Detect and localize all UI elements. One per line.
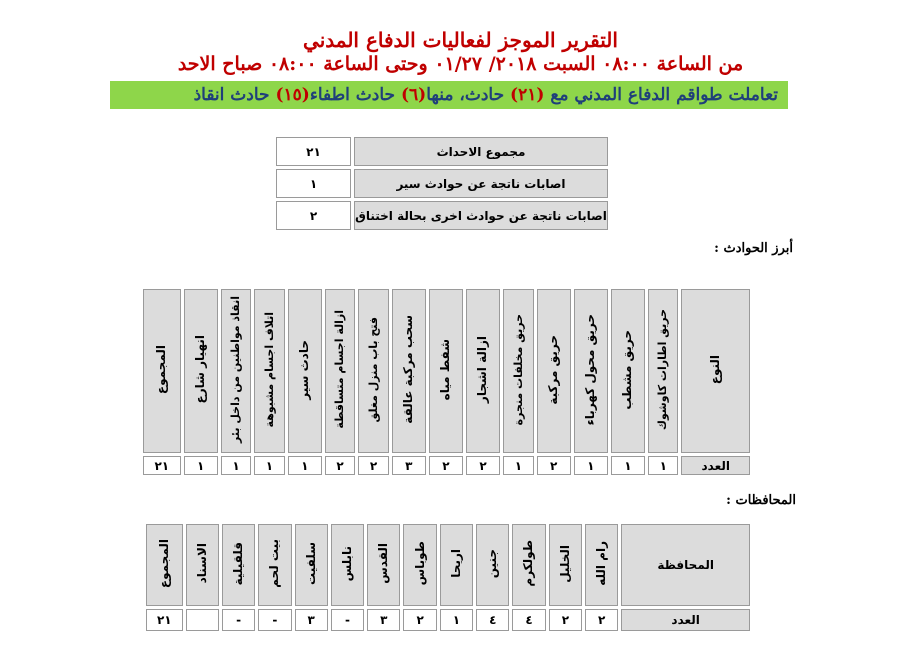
table-row [276,201,608,230]
gov-column-header: المجموع [146,524,183,606]
event-column-header: شفط مياه [429,289,463,453]
gov-count-cell: ٤ [476,609,509,631]
event-count-cell: ٢ [358,456,388,475]
governorate-header: المحافظة [621,524,750,606]
summary-label: اصابات ناتجة عن حوادث سير [354,169,608,198]
rescue-count: (١٥) [275,85,310,105]
gov-column-header: جنين [476,524,509,606]
event-count-cell: ١ [611,456,645,475]
report-title: التقرير الموجز لفعاليات الدفاع المدني [303,28,618,52]
event-column-header: اتلاف اجسام مشبوهة [254,289,284,453]
summary-bar [110,81,788,109]
event-column-header: حريق مخلفات منجرة [503,289,533,453]
event-column-header: حريق مشطب [611,289,645,453]
event-column-header: فتح باب منزل مغلق [358,289,388,453]
table-row [146,609,750,631]
gov-count-cell: - [258,609,291,631]
event-count-cell: ١ [254,456,284,475]
gov-column-header: سلفيت [295,524,328,606]
events-section-label: أبرز الحوادث : [714,241,793,256]
table-row [276,137,608,166]
governorates-table [143,521,753,634]
event-column-header: حريق مركبة [537,289,571,453]
summary-label: اصابات ناتجة عن حوادث اخرى بحالة اختناق [354,201,608,230]
event-column-header: انهيار شارع [184,289,218,453]
gov-column-header: اريحا [440,524,473,606]
gov-column-header: رام الله [585,524,618,606]
event-count-cell: ١ [288,456,322,475]
report-period: من الساعة ٠٨:٠٠ السبت ٢٠١٨/ ٠١/٢٧ وحتى الساعة ٠٨:٠٠ صباح الاحد [177,53,744,75]
gov-column-header: طوباس [403,524,436,606]
event-column-header: حريق اطارات كاوشوك [648,289,678,453]
event-column-header: حريق محول كهرباء [574,289,608,453]
table-row [276,169,608,198]
event-count-cell: ١ [574,456,608,475]
event-count-cell: ١ [184,456,218,475]
gov-count-cell: - [331,609,364,631]
gov-count-cell [186,609,219,631]
event-column-header: سحب مركبة عالقة [392,289,426,453]
type-header: النوع [681,289,750,453]
gov-count-cell: ٣ [367,609,400,631]
gov-count-cell: ٢ [403,609,436,631]
event-count-cell: ١ [503,456,533,475]
summary-value: ٢ [276,201,351,230]
gov-column-header: قلقيلية [222,524,255,606]
gov-count-cell: ٣ [295,609,328,631]
gov-column-header: الاسناد [186,524,219,606]
gov-count-cell: ٢ [585,609,618,631]
summary-text: حادث انقاذ [193,85,276,105]
table-header-row [146,524,750,606]
gov-column-header: بيت لحم [258,524,291,606]
gov-column-header: الخليل [549,524,582,606]
events-table [140,286,753,478]
gov-count-cell: ٢١ [146,609,183,631]
count-header: العدد [621,609,750,631]
fire-count: (٦) [400,85,427,105]
event-count-cell: ٢ [429,456,463,475]
event-count-cell: ٢ [466,456,500,475]
event-count-cell: ٢١ [143,456,181,475]
total-count: (٢١) [510,85,545,105]
table-row [143,456,750,475]
governorates-section-label: المحافظات : [726,493,796,508]
event-column-header: المجموع [143,289,181,453]
event-column-header: انقاذ مواطنين من داخل بئر [221,289,251,453]
summary-text: حادث، منها [426,85,511,105]
event-count-cell: ٢ [537,456,571,475]
count-header: العدد [681,456,750,475]
event-column-header: ازالة اجسام متساقطة [325,289,355,453]
summary-text: تعاملت طواقم الدفاع المدني مع [544,85,778,105]
gov-count-cell: ٤ [512,609,545,631]
summary-label: مجموع الاحداث [354,137,608,166]
summary-text: حادث اطفاء [309,85,401,105]
gov-count-cell: ٢ [549,609,582,631]
event-count-cell: ٢ [325,456,355,475]
summary-value: ١ [276,169,351,198]
gov-column-header: القدس [367,524,400,606]
event-count-cell: ٣ [392,456,426,475]
summary-table [273,134,611,233]
event-count-cell: ١ [221,456,251,475]
table-header-row [143,289,750,453]
event-column-header: ازالة اشجار [466,289,500,453]
gov-count-cell: - [222,609,255,631]
summary-value: ٢١ [276,137,351,166]
gov-column-header: طولكرم [512,524,545,606]
gov-column-header: نابلس [331,524,364,606]
event-count-cell: ١ [648,456,678,475]
gov-count-cell: ١ [440,609,473,631]
event-column-header: حادث سير [288,289,322,453]
